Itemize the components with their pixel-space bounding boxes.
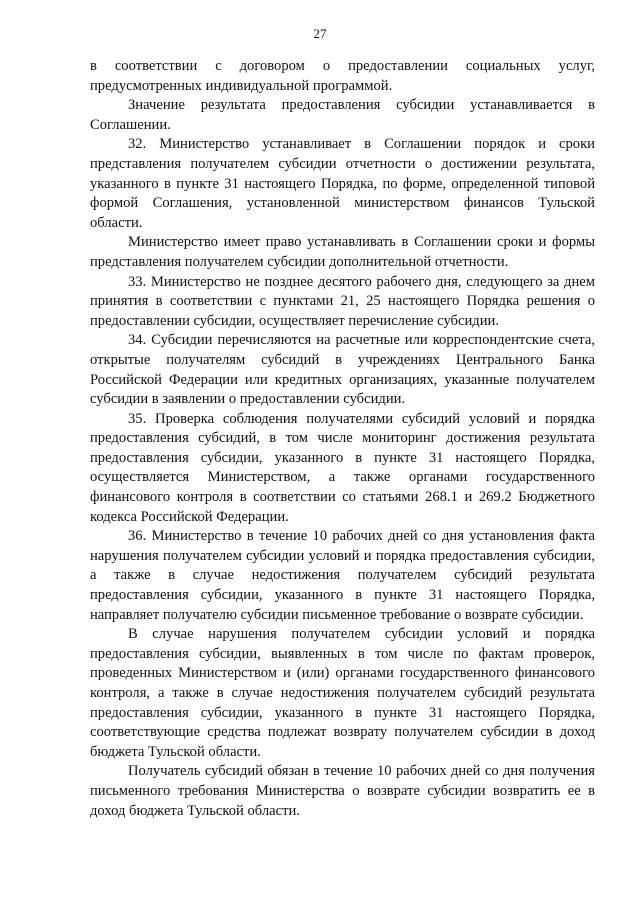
paragraph-return-obligation: Получатель субсидий обязан в течение 10 рабочих дней со дня получения письменного требования Министерства о возврате субсидии возвратить ее в доход бюджета Тульской области. [90,763,595,819]
paragraph-clause-36: 36. Министерство в течение 10 рабочих дней со дня установления факта нарушения получателем субсидии условий и порядка предоставления субсидии, а также в случае недостижения получателем субсидий результата предоставления субсидии, указанного в пункте 31 настоящего Порядка, направляет получателю субсидии письменное требование о возврате субсидии. [90,528,595,623]
document-body [90,57,595,821]
paragraph-clause-34: 34. Субсидии перечисляются на расчетные или корреспондентские счета, открытые получателям субсидий в учреждениях Центрального Банка Российской Федерации или кредитных организациях, указанные получателем субсидии в заявлении о предоставлении субсидии. [90,332,595,408]
paragraph-result-value: Значение результата предоставления субсидии устанавливается в Соглашении. [90,97,595,133]
paragraph-violation-return: В случае нарушения получателем субсидии условий и порядка предоставления субсидии, выявленных в том числе по фактам проверок, проведенных Министерством и (или) органами государственного финансового контроля, а также в случае недостижения получателем субсидий результата предоставления субсидии, указанного в пункте 31 настоящего Порядка, соответствующие средства подлежат возврату получателем субсидии в доход бюджета Тульской области. [90,626,595,760]
paragraph-continuation: в соответствии с договором о предоставлении социальных услуг, предусмотренных индивидуальной программой. [90,58,595,94]
page-number: 27 [313,26,327,41]
paragraph-clause-35: 35. Проверка соблюдения получателями субсидий условий и порядка предоставления субсидий, в том числе мониторинг достижения результата предоставления субсидии, указанного в пункте 31 настоящего Порядка, осуществляется Министерством, а также органами государственного финансового контроля в соответствии со статьями 268.1 и 269.2 Бюджетного кодекса Российской Федерации. [90,410,595,525]
paragraph-additional-reporting: Министерство имеет право устанавливать в Соглашении сроки и формы представления получателем субсидии дополнительной отчетности. [90,234,595,270]
paragraph-clause-33: 33. Министерство не позднее десятого рабочего дня, следующего за днем принятия в соответствии с пунктами 21, 25 настоящего Порядка решения о предоставлении субсидии, осуществляет перечисление субсидии. [90,273,595,329]
paragraph-clause-32: 32. Министерство устанавливает в Соглашении порядок и сроки представления получателем субсидии отчетности о достижении результата, указанного в пункте 31 настоящего Порядка, по форме, определенной типовой формой Соглашения, установленной министерством финансов Тульской области. [90,136,595,231]
